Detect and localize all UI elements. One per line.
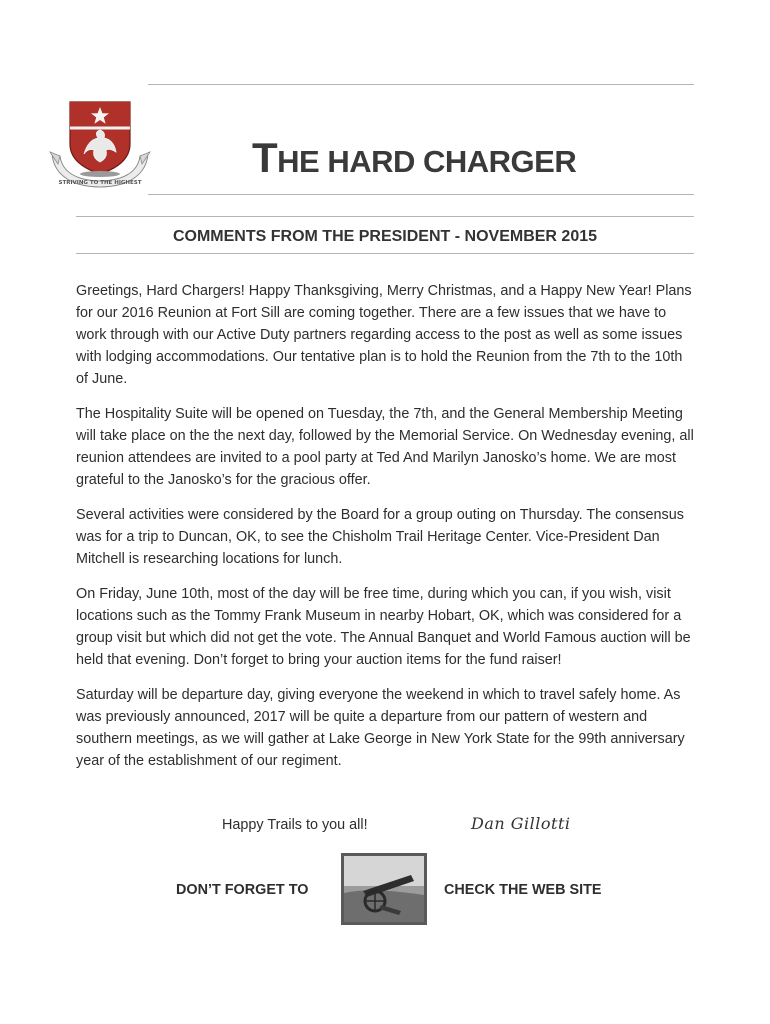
regimental-crest-logo [48, 98, 152, 190]
footer-right-text: CHECK THE WEB SITE [444, 882, 602, 898]
paragraph-1: Greetings, Hard Chargers! Happy Thanksgiving, Merry Christmas, and a Happy New Year! Plans for our 2016 Reunion at Fort Sill are coming together. There are a few issues that we have to work through with our Active Duty partners regarding access to the post as well as some issues with lodging accommodations. Our tentative plan is to hold the Reunion from the 7th to the 10th of June. [76, 283, 692, 387]
svg-text:STRIVING TO THE HIGHEST: STRIVING TO THE HIGHEST [58, 180, 142, 186]
header-bottom-rule [148, 194, 694, 195]
paragraph-2: The Hospitality Suite will be opened on Tuesday, the 7th, and the General Membership Meeting will take place on the the next day, followed by the Memorial Service. On Wednesday evening, all reunion attendees are invited to a pool party at Ted And Marilyn Janosko’s home. We are most grateful to the Janosko’s for the gracious offer. [76, 406, 694, 488]
signature: Dan Gillotti [471, 814, 571, 833]
subtitle-top-rule [76, 216, 694, 217]
paragraph-5: Saturday will be departure day, giving everyone the weekend in which to travel safely home. As was previously announced, 2017 will be quite a departure from our pattern of western and southern meetings, as we will gather at Lake George in New York State for the 99th anniversary year of the establishment of our regiment. [76, 687, 685, 769]
newsletter-title [252, 134, 576, 182]
title-rest: HE HARD CHARGER [277, 144, 577, 179]
footer-left-text: DON’T FORGET TO [176, 882, 309, 898]
subtitle-bottom-rule [76, 253, 694, 254]
header-top-rule [148, 84, 694, 85]
title-initial: T [252, 134, 278, 181]
article-body [76, 280, 694, 785]
closing-line: Happy Trails to you all! [222, 817, 368, 833]
cannon-photo[interactable] [341, 853, 427, 925]
paragraph-3: Several activities were considered by the Board for a group outing on Thursday. The consensus was for a trip to Duncan, OK, to see the Chisholm Trail Heritage Center. Vice-President Dan Mitchell is researching locations for lunch. [76, 507, 684, 567]
section-heading: COMMENTS FROM THE PRESIDENT - NOVEMBER 2015 [172, 228, 598, 245]
paragraph-4: On Friday, June 10th, most of the day will be free time, during which you can, if you wish, visit locations such as the Tommy Frank Museum in nearby Hobart, OK, which was considered for a group visit but which did not get the vote. The Annual Banquet and World Famous auction will be held that evening. Don’t forget to bring your auction items for the fund raiser! [76, 586, 691, 668]
